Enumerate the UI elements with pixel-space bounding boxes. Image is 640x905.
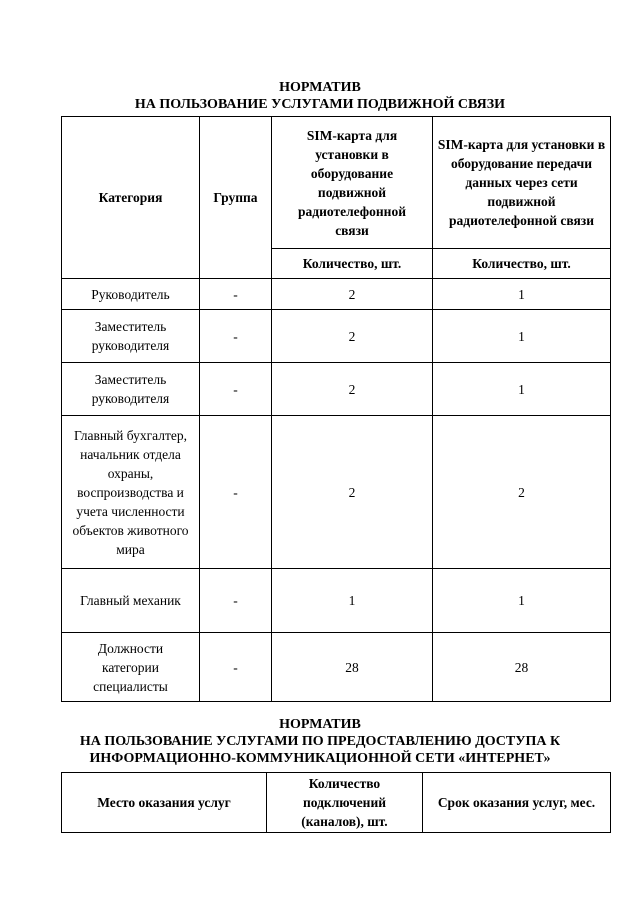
cell-sim-mobile: 28 bbox=[272, 633, 433, 702]
section1-title-line2: НА ПОЛЬЗОВАНИЕ УСЛУГАМИ ПОДВИЖНОЙ СВЯЗИ bbox=[134, 97, 506, 112]
cell-sim-data: 1 bbox=[433, 363, 611, 416]
section2-title-line3: ИНФОРМАЦИОННО-КОММУНИКАЦИОННОЙ СЕТИ «ИНТЕРНЕТ» bbox=[89, 751, 551, 766]
mobile-services-table bbox=[61, 116, 611, 702]
section2-title-line2: НА ПОЛЬЗОВАНИЕ УСЛУГАМИ ПО ПРЕДОСТАВЛЕНИЮ ДОСТУПА К bbox=[79, 734, 561, 749]
cell-sim-data: 28 bbox=[433, 633, 611, 702]
cell-sim-mobile: 2 bbox=[272, 279, 433, 310]
header-place: Место оказания услуг bbox=[62, 773, 267, 833]
table-row bbox=[62, 363, 611, 416]
header-row bbox=[62, 117, 611, 249]
cell-group: - bbox=[200, 363, 272, 416]
table-row bbox=[62, 633, 611, 702]
header-sim-mobile: SIM-карта для установки в оборудование подвижной радиотелефонной связи bbox=[272, 117, 433, 249]
cell-group: - bbox=[200, 310, 272, 363]
table-row bbox=[62, 416, 611, 569]
cell-category: Должности категории специалисты bbox=[62, 633, 200, 702]
cell-sim-mobile: 2 bbox=[272, 363, 433, 416]
cell-category: Заместитель руководителя bbox=[62, 363, 200, 416]
cell-sim-data: 1 bbox=[433, 569, 611, 633]
cell-category: Руководитель bbox=[62, 279, 200, 310]
section2-title bbox=[0, 716, 640, 767]
header-row bbox=[62, 773, 611, 833]
cell-sim-data: 2 bbox=[433, 416, 611, 569]
cell-sim-mobile: 2 bbox=[272, 416, 433, 569]
table-row bbox=[62, 279, 611, 310]
cell-category: Главный бухгалтер, начальник отдела охраны, воспроизводства и учета численности объектов животного мира bbox=[62, 416, 200, 569]
header-qty-mobile: Количество, шт. bbox=[272, 249, 433, 279]
cell-group: - bbox=[200, 416, 272, 569]
header-sim-data: SIM-карта для установки в оборудование передачи данных через сети подвижной радиотелефонной связи bbox=[433, 117, 611, 249]
header-connections: Количество подключений (каналов), шт. bbox=[267, 773, 423, 833]
table-row bbox=[62, 310, 611, 363]
header-qty-data: Количество, шт. bbox=[433, 249, 611, 279]
cell-category: Заместитель руководителя bbox=[62, 310, 200, 363]
cell-group: - bbox=[200, 279, 272, 310]
section1-title bbox=[0, 79, 640, 113]
header-category: Категория bbox=[62, 117, 200, 279]
section1-title-line1: НОРМАТИВ bbox=[279, 80, 361, 95]
table-row bbox=[62, 569, 611, 633]
cell-category: Главный механик bbox=[62, 569, 200, 633]
cell-sim-mobile: 1 bbox=[272, 569, 433, 633]
internet-services-table bbox=[61, 772, 611, 833]
header-term: Срок оказания услуг, мес. bbox=[423, 773, 611, 833]
cell-group: - bbox=[200, 569, 272, 633]
cell-sim-data: 1 bbox=[433, 310, 611, 363]
cell-group: - bbox=[200, 633, 272, 702]
cell-sim-data: 1 bbox=[433, 279, 611, 310]
cell-sim-mobile: 2 bbox=[272, 310, 433, 363]
header-group: Группа bbox=[200, 117, 272, 279]
section2-title-line1: НОРМАТИВ bbox=[279, 717, 361, 732]
